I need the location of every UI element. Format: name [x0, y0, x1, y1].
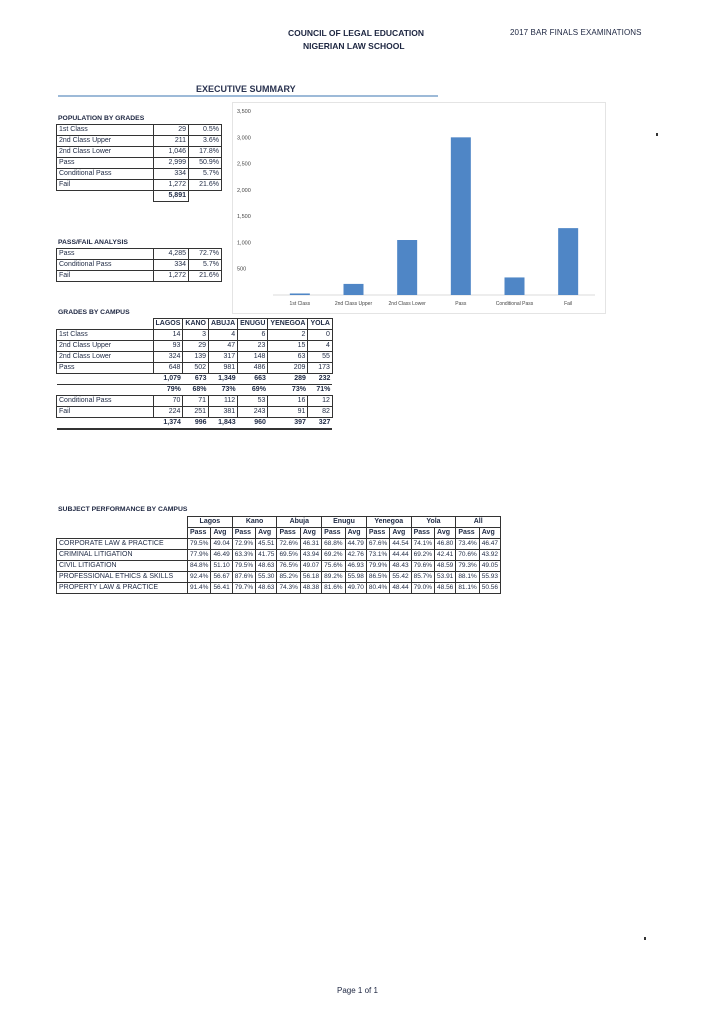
campus-value: 70: [153, 396, 183, 407]
campus-header: ABUJA: [209, 319, 238, 330]
y-tick-label: 500: [237, 266, 247, 273]
spacer-cell: [57, 418, 154, 430]
passfail-count: 4,285: [154, 249, 189, 260]
y-tick-label: 1,000: [237, 240, 251, 247]
subject-average: 42.76: [345, 550, 366, 561]
subject-pass-rate: 70.6%: [456, 550, 479, 561]
campus-name: Kano: [232, 517, 277, 528]
campus-header: ENUGU: [238, 319, 268, 330]
campus-value: 12: [308, 396, 332, 407]
subject-average: 56.18: [300, 572, 321, 583]
campus-table: [56, 318, 333, 430]
campus-value: 0: [308, 330, 332, 341]
subject-average: 50.56: [479, 583, 500, 594]
subject-pass-rate: 85.2%: [277, 572, 300, 583]
subject-pass-rate: 79.5%: [188, 539, 211, 550]
grade-pct: 50.9%: [189, 158, 222, 169]
campus-value: 29: [183, 341, 209, 352]
subject-pass-rate: 68.8%: [322, 539, 345, 550]
subject-average: 49.04: [211, 539, 232, 550]
spacer-cell: [57, 374, 154, 385]
campus-grade-label: 2nd Class Lower: [57, 352, 154, 363]
subject-pass-rate: 79.5%: [232, 561, 255, 572]
table-row: [57, 169, 222, 180]
table-row: [57, 572, 501, 583]
subject-label: PROPERTY LAW & PRACTICE: [57, 583, 188, 594]
subject-average: 48.44: [390, 583, 411, 594]
subject-pass-rate: 80.4%: [366, 583, 389, 594]
subject-average: 55.30: [256, 572, 277, 583]
pass-header: Pass: [411, 528, 434, 539]
campus-value: 2: [268, 330, 308, 341]
campus-total-row-cell: 960: [238, 418, 268, 430]
subject-average: 53.91: [435, 572, 456, 583]
scan-speck: [656, 133, 658, 136]
campus-value: 251: [183, 407, 209, 418]
campus-total-row-cell: 1,843: [209, 418, 238, 430]
campus-value: 381: [209, 407, 238, 418]
table-row: [57, 539, 501, 550]
grade-label: 2nd Class Lower: [57, 147, 154, 158]
subject-average: 48.38: [300, 583, 321, 594]
subject-pass-rate: 73.4%: [456, 539, 479, 550]
campus-value: 4: [308, 341, 332, 352]
campus-name: Yola: [411, 517, 456, 528]
campus-value: 71: [183, 396, 209, 407]
subject-pass-rate: 92.4%: [188, 572, 211, 583]
y-tick-label: 3,000: [237, 135, 251, 142]
page-number: Page 1 of 1: [337, 986, 378, 995]
subject-average: 43.92: [479, 550, 500, 561]
table-row: [57, 125, 222, 136]
corner-cell: [57, 528, 188, 539]
grade-count: 211: [154, 136, 189, 147]
subject-pass-rate: 67.6%: [366, 539, 389, 550]
campus-name: Yenegoa: [366, 517, 411, 528]
campus-grade-label: 1st Class: [57, 330, 154, 341]
subject-pass-rate: 74.1%: [411, 539, 434, 550]
pass-header: Pass: [366, 528, 389, 539]
avg-header: Avg: [479, 528, 500, 539]
grade-count: 1,272: [154, 180, 189, 191]
subject-average: 42.41: [435, 550, 456, 561]
campus-value: 82: [308, 407, 332, 418]
subject-average: 46.31: [300, 539, 321, 550]
grade-label: 1st Class: [57, 125, 154, 136]
table-row: [57, 180, 222, 191]
spacer-cell: [57, 191, 154, 202]
subtotal-row: [57, 374, 333, 385]
subject-pass-rate: 75.6%: [322, 561, 345, 572]
campus-grade-label: Pass: [57, 363, 154, 374]
avg-header: Avg: [256, 528, 277, 539]
x-tick-label: 1st Class: [289, 301, 311, 307]
campus-header: KANO: [183, 319, 209, 330]
spacer-cell: [189, 191, 222, 202]
grade-pct: 3.6%: [189, 136, 222, 147]
campus-value: 139: [183, 352, 209, 363]
subject-pass-rate: 79.6%: [411, 561, 434, 572]
subject-pass-rate: 72.9%: [232, 539, 255, 550]
table-row: [57, 341, 333, 352]
grades-bar-chart: [233, 103, 605, 313]
grade-pct: 5.7%: [189, 169, 222, 180]
total-row: [57, 191, 222, 202]
passfail-label: Conditional Pass: [57, 260, 154, 271]
y-tick-label: 3,500: [237, 109, 251, 115]
grade-count: 2,999: [154, 158, 189, 169]
population-total: 5,891: [154, 191, 189, 202]
campus-value: 91: [268, 407, 308, 418]
org-title: COUNCIL OF LEGAL EDUCATION: [288, 28, 424, 38]
campus-value: 224: [153, 407, 183, 418]
grade-pct: 0.5%: [189, 125, 222, 136]
campus-value: 6: [238, 330, 268, 341]
subject-average: 48.43: [390, 561, 411, 572]
corner-cell: [57, 319, 154, 330]
pass-pct-row: [57, 385, 333, 396]
campus-value: 173: [308, 363, 332, 374]
pass-pct-row-cell: 73%: [268, 385, 308, 396]
subject-average: 56.67: [211, 572, 232, 583]
campus-header: LAGOS: [153, 319, 183, 330]
subject-average: 44.79: [345, 539, 366, 550]
y-tick-label: 2,500: [237, 161, 251, 168]
subject-average: 48.63: [256, 561, 277, 572]
grade-label: Conditional Pass: [57, 169, 154, 180]
pass-pct-row-cell: 73%: [209, 385, 238, 396]
subject-pass-rate: 79.9%: [366, 561, 389, 572]
pass-header: Pass: [456, 528, 479, 539]
scan-speck: [644, 937, 646, 940]
subject-average: 46.49: [211, 550, 232, 561]
subject-pass-rate: 87.6%: [232, 572, 255, 583]
subject-pass-rate: 84.8%: [188, 561, 211, 572]
pass-header: Pass: [232, 528, 255, 539]
subject-pass-rate: 72.6%: [277, 539, 300, 550]
subject-pass-rate: 81.1%: [456, 583, 479, 594]
bar-1: [290, 293, 310, 295]
campus-total-row-cell: 397: [268, 418, 308, 430]
subject-pass-rate: 79.3%: [456, 561, 479, 572]
subject-pass-rate: 86.5%: [366, 572, 389, 583]
campus-value: 3: [183, 330, 209, 341]
table-row: [57, 147, 222, 158]
subject-average: 49.05: [479, 561, 500, 572]
subject-average: 48.56: [435, 583, 456, 594]
campus-value: 47: [209, 341, 238, 352]
subject-average: 48.59: [435, 561, 456, 572]
executive-summary-title: EXECUTIVE SUMMARY: [196, 84, 296, 94]
campus-value: 148: [238, 352, 268, 363]
campus-value: 15: [268, 341, 308, 352]
subject-label: CIVIL LITIGATION: [57, 561, 188, 572]
corner-cell: [57, 517, 188, 528]
subtotal-row-cell: 1,349: [209, 374, 238, 385]
avg-header: Avg: [345, 528, 366, 539]
campus-name: Abuja: [277, 517, 322, 528]
avg-header: Avg: [211, 528, 232, 539]
passfail-count: 1,272: [154, 271, 189, 282]
x-tick-label: 2nd Class Lower: [388, 301, 426, 307]
subject-average: 44.54: [390, 539, 411, 550]
passfail-label: Fail: [57, 271, 154, 282]
campus-value: 14: [153, 330, 183, 341]
org-subtitle: NIGERIAN LAW SCHOOL: [303, 41, 405, 51]
subject-pass-rate: 69.2%: [411, 550, 434, 561]
chart-frame: [232, 102, 606, 314]
pass-pct-row-cell: 79%: [153, 385, 183, 396]
subject-average: 48.63: [256, 583, 277, 594]
subjects-table: [56, 516, 501, 594]
campus-value: 981: [209, 363, 238, 374]
subject-label: CRIMINAL LITIGATION: [57, 550, 188, 561]
campus-value: 23: [238, 341, 268, 352]
avg-header: Avg: [390, 528, 411, 539]
campus-total-row-cell: 996: [183, 418, 209, 430]
exam-title: 2017 BAR FINALS EXAMINATIONS: [510, 28, 642, 37]
executive-summary-rule: [58, 95, 438, 97]
bar-6: [558, 228, 578, 295]
pass-pct-row-cell: 69%: [238, 385, 268, 396]
passfail-pct: 72.7%: [189, 249, 222, 260]
grade-count: 334: [154, 169, 189, 180]
campus-value: 16: [268, 396, 308, 407]
campus-title: GRADES BY CAMPUS: [58, 309, 130, 316]
subject-average: 43.94: [300, 550, 321, 561]
subject-average: 46.93: [345, 561, 366, 572]
subtotal-row-cell: 289: [268, 374, 308, 385]
campus-value: 53: [238, 396, 268, 407]
campus-value: 317: [209, 352, 238, 363]
y-tick-label: 1,500: [237, 214, 251, 221]
grade-pct: 17.8%: [189, 147, 222, 158]
subtotal-row-cell: 673: [183, 374, 209, 385]
subject-pass-rate: 91.4%: [188, 583, 211, 594]
table-row: [57, 330, 333, 341]
campus-value: 486: [238, 363, 268, 374]
campus-value: 502: [183, 363, 209, 374]
pass-pct-row-cell: 71%: [308, 385, 332, 396]
subject-pass-rate: 89.2%: [322, 572, 345, 583]
subject-pass-rate: 85.7%: [411, 572, 434, 583]
table-row: [57, 271, 222, 282]
passfail-pct: 5.7%: [189, 260, 222, 271]
grade-count: 1,046: [154, 147, 189, 158]
y-tick-label: 2,000: [237, 187, 251, 194]
population-table: [56, 124, 222, 202]
subtotal-row-cell: 232: [308, 374, 332, 385]
pass-pct-row-cell: 68%: [183, 385, 209, 396]
table-row: [57, 396, 333, 407]
passfail-label: Pass: [57, 249, 154, 260]
grade-label: 2nd Class Upper: [57, 136, 154, 147]
subject-pass-rate: 81.6%: [322, 583, 345, 594]
subject-average: 56.41: [211, 583, 232, 594]
campus-value: 112: [209, 396, 238, 407]
table-row: [57, 352, 333, 363]
subject-pass-rate: 73.1%: [366, 550, 389, 561]
pass-header: Pass: [277, 528, 300, 539]
subjects-title: SUBJECT PERFORMANCE BY CAMPUS: [58, 506, 188, 513]
subject-average: 46.47: [479, 539, 500, 550]
subject-average: 41.75: [256, 550, 277, 561]
campus-total-row-cell: 1,374: [153, 418, 183, 430]
pass-header: Pass: [188, 528, 211, 539]
campus-value: 243: [238, 407, 268, 418]
campus-value: 63: [268, 352, 308, 363]
bar-3: [397, 240, 417, 295]
subject-pass-rate: 69.2%: [322, 550, 345, 561]
campus-name: Enugu: [322, 517, 367, 528]
subject-pass-rate: 88.1%: [456, 572, 479, 583]
bar-4: [451, 137, 471, 295]
header-row: [57, 319, 333, 330]
campus-value: 93: [153, 341, 183, 352]
pass-header: Pass: [322, 528, 345, 539]
subject-pass-rate: 74.3%: [277, 583, 300, 594]
subject-pass-rate: 79.0%: [411, 583, 434, 594]
x-tick-label: Conditional Pass: [495, 301, 534, 307]
campus-value: 324: [153, 352, 183, 363]
campus-header-row: [57, 517, 501, 528]
grade-label: Fail: [57, 180, 154, 191]
campus-value: 55: [308, 352, 332, 363]
table-row: [57, 249, 222, 260]
campus-value: 209: [268, 363, 308, 374]
campus-total-row-cell: 327: [308, 418, 332, 430]
subject-average: 51.10: [211, 561, 232, 572]
subject-label: PROFESSIONAL ETHICS & SKILLS: [57, 572, 188, 583]
campus-name: Lagos: [188, 517, 233, 528]
passfail-count: 334: [154, 260, 189, 271]
campus-grade-label: 2nd Class Upper: [57, 341, 154, 352]
table-row: [57, 407, 333, 418]
subject-pass-rate: 76.5%: [277, 561, 300, 572]
subject-average: 49.07: [300, 561, 321, 572]
subject-pass-rate: 79.7%: [232, 583, 255, 594]
spacer-cell: [57, 385, 154, 396]
subject-label: CORPORATE LAW & PRACTICE: [57, 539, 188, 550]
bar-5: [505, 277, 525, 295]
passfail-table: [56, 248, 222, 282]
table-row: [57, 363, 333, 374]
subtotal-row-cell: 663: [238, 374, 268, 385]
campus-total-row: [57, 418, 333, 430]
x-tick-label: Fail: [564, 301, 573, 307]
table-row: [57, 550, 501, 561]
subject-average: 55.93: [479, 572, 500, 583]
subject-pass-rate: 69.5%: [277, 550, 300, 561]
table-row: [57, 260, 222, 271]
grade-pct: 21.6%: [189, 180, 222, 191]
grade-count: 29: [154, 125, 189, 136]
campus-grade-label: Conditional Pass: [57, 396, 154, 407]
subject-average: 49.70: [345, 583, 366, 594]
campus-value: 648: [153, 363, 183, 374]
table-row: [57, 583, 501, 594]
avg-header: Avg: [435, 528, 456, 539]
metric-header-row: [57, 528, 501, 539]
campus-value: 4: [209, 330, 238, 341]
avg-header: Avg: [300, 528, 321, 539]
subject-average: 45.51: [256, 539, 277, 550]
subject-average: 55.42: [390, 572, 411, 583]
subject-pass-rate: 77.9%: [188, 550, 211, 561]
subject-average: 55.98: [345, 572, 366, 583]
table-row: [57, 136, 222, 147]
population-title: POPULATION BY GRADES: [58, 115, 145, 122]
subject-average: 44.44: [390, 550, 411, 561]
table-row: [57, 158, 222, 169]
campus-name: All: [456, 517, 501, 528]
x-tick-label: Pass: [455, 301, 467, 307]
campus-header: YENEGOA: [268, 319, 308, 330]
subject-average: 46.80: [435, 539, 456, 550]
passfail-title: PASS/FAIL ANALYSIS: [58, 239, 128, 246]
subject-pass-rate: 63.3%: [232, 550, 255, 561]
grade-label: Pass: [57, 158, 154, 169]
x-tick-label: 2nd Class Upper: [334, 301, 373, 307]
subtotal-row-cell: 1,079: [153, 374, 183, 385]
campus-grade-label: Fail: [57, 407, 154, 418]
campus-header: YOLA: [308, 319, 332, 330]
table-row: [57, 561, 501, 572]
passfail-pct: 21.6%: [189, 271, 222, 282]
bar-2: [344, 284, 364, 295]
